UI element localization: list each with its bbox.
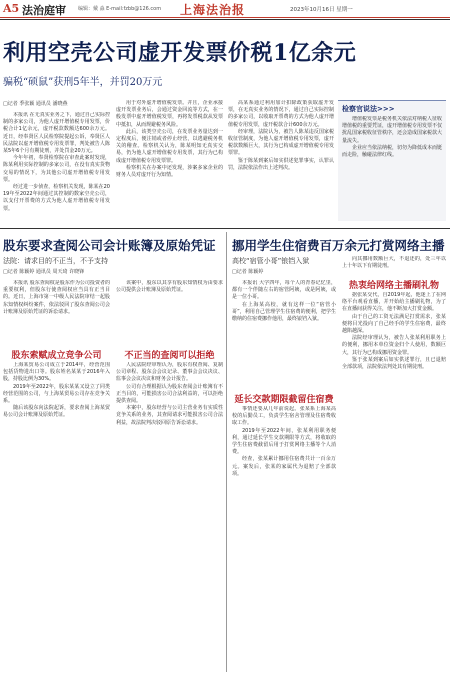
paragraph: 此后，该类空壳公司，在发票业务量达到一定程度后，便注销或者停止经营，以逃避税务机关的稽查。检察机关认为，陈某明知无真实交易，仍为他人虚开增值税专用发票，其行为已构成虚开增值税专用发票罪。	[116, 128, 223, 164]
right-section-left-body	[232, 406, 336, 672]
left-section1-title: 股东索赋成立竞争公司	[11, 351, 102, 361]
top-article-col3	[228, 100, 334, 224]
right-headline: 挪用学生住宿费百万余元打赏网络主播	[232, 238, 445, 253]
paragraph: 经审理，法院认为，被告人陈某违反国家税收征管制度，为他人虚开增值税专用发票，虚开税款数额巨大，其行为已构成虚开增值税专用发票罪。	[228, 128, 334, 157]
section-divider	[0, 228, 450, 229]
page-number: A5	[3, 2, 20, 15]
right-section-right-title: 热衷给网络主播刷礼物	[348, 281, 439, 291]
paragraph: 2019年至2022年间，张某利用职务便利，通过延长学生交款期限等方式，将收取的学生住宿费截留后用于打赏网络主播等个人消费。	[232, 427, 336, 456]
masthead-rule	[0, 17, 450, 18]
left-subheadline: 法院：请求目的不正当，不予支持	[3, 257, 108, 265]
top-byline: □记者 季张颖 通讯员 潘晓燕	[3, 101, 68, 107]
paragraph: 公司有合理根据认为股东查阅会计账簿有不正当目的，可能损害公司合法利益的，可以拒绝提供查阅。	[116, 383, 223, 405]
top-subheadline: 骗税“硕鼠”获刑5年半，并罚20万元	[3, 77, 163, 88]
right-col3-top	[342, 256, 446, 274]
top-headline: 利用空壳公司虚开发票价税1亿余元	[3, 40, 357, 66]
prosecutor-commentary-title: 检察官说法>>>	[342, 105, 395, 113]
paragraph: 向其挪用数额巨大，不退还的，处三年以上十年以下有期徒刑。	[342, 256, 446, 270]
left-section2-body	[116, 362, 223, 672]
left-byline: □记者 陈颖婷 通讯员 周天琦 许晓锋	[3, 269, 85, 275]
section-title: 法治庭审	[22, 4, 66, 17]
paragraph: 人民法院经审理认为，股东有权查阅、复制公司章程、股东会会议记录、董事会会议决议、监事会会议决议和财务会计报告。	[116, 362, 223, 383]
paragraph: 鉴于张某到案后如实供述罪行，且已退赔全部款项，法院依法判处其有期徒刑。	[342, 356, 446, 371]
paragraph: 经过进一步侦查，检察机关发现，陈某在2019年至2022年间通过其控制的数家空壳公司，以支付开票费的方式为他人虚开增值税专用发票。	[3, 184, 110, 212]
issue-date: 2023年10月16日 星期一	[290, 7, 353, 13]
paragraph: 本报讯 股东查阅权是股东作为公司投资者的重要权利，但股东行使查阅权应当具有正当目的。近日，上海市第一中级人民法院审结一起股东知情权纠纷案件，依法驳回了股东查阅公司会计账簿及原始凭证的诉讼请求。	[3, 280, 110, 315]
right-subheadline: 高校“宿管小哥”锒铛入狱	[232, 257, 310, 265]
masthead-rule-thin	[0, 19, 450, 20]
left-section2-title: 不正当的查阅可以拒绝	[124, 351, 215, 361]
paragraph: 高某系通过利用加计扣除政策获取虚开发票，在无真实业务的情况下，通过自己实际控制的多家公司，以收取开票费的方式为他人虚开增值税专用发票，虚开税款合计600余万元。	[228, 100, 334, 128]
paragraph: 事情还要从几年前说起。张某系上海某高校的后勤员工，负责学生宿舍管理及住宿费收取工作。	[232, 406, 336, 427]
paragraph: 法院经审理认为，被告人张某利用职务上的便利，挪用本单位资金归个人使用，数额巨大，其行为已构成挪用资金罪。	[342, 335, 446, 356]
left-section1-body	[3, 362, 110, 672]
paragraph: 鉴于陈某到案后如实供述犯罪事实，认罪认罚，法院依法作出上述判决。	[228, 157, 334, 171]
paragraph: 本案中，股东经营与公司主营业务有实质性竞争关系的业务，其查阅请求可能损害公司合法利益，故法院判决驳回原告诉讼请求。	[116, 405, 223, 426]
left-headline: 股东要求查阅公司会计账簿及原始凭证	[3, 238, 216, 253]
right-intro-col	[232, 280, 336, 342]
left-intro-col2	[116, 280, 223, 342]
right-section-left-title: 延长交款期限截留住宿费	[234, 395, 334, 405]
paragraph: 据张某交代，自2019年起，他迷上了在网络平台观看直播，并开始给主播刷礼物，为了在直播间获得关注，他不断加大打赏金额。	[342, 292, 446, 313]
paragraph: 该案中，股东以其享有股东知情权为由要求公司提供会计账簿及原始凭证。	[116, 280, 223, 294]
paragraph: 在上海某高校，就有这样一位“宿管小哥”，利用自己管理学生住宿费的便利，把学生缴纳的住宿费挪作他用，最终锒铛入狱。	[232, 301, 336, 323]
left-intro-col1	[3, 280, 110, 342]
prosecutor-commentary-text	[342, 116, 442, 216]
newspaper-logo: 上海法治报	[180, 3, 246, 17]
paragraph: 上海某贸易公司成立于2014年，经营范围包括货物进出口等。股东姓名某某于2016年入股，持股比例为30%。	[3, 362, 110, 383]
paragraph: 经查，张某累计挪用住宿费共计一百余万元。案发后，张某的家属代为退赔了全部款项。	[232, 456, 336, 477]
right-section-right-body	[342, 292, 446, 672]
top-article-col2	[116, 100, 223, 224]
paragraph: 由于自己的工资无法满足打赏需求，张某便将目光投向了自己经手的学生住宿费，最终越陷越深。	[342, 313, 446, 335]
paragraph: 本报讯 大学四年，每个人的青春记忆里，都有一个伴随左右的宿管阿姨，或是阿姨，或是一位小哥。	[232, 280, 336, 301]
paragraph: 今年年初，奉贤检察院在审查此案时发现，陈某利用实际控制的多家公司，在没有真实货物交易的情况下，为其他公司虚开增值税专用发票。	[3, 155, 110, 183]
right-byline: □记者 陈颖婷	[232, 269, 264, 275]
top-article-col1	[3, 112, 110, 224]
paragraph: 2019年至2022年，股东某某又设立了同类经营范围的公司，与上海某贸易公司存在竞争关系。	[3, 383, 110, 405]
masthead	[0, 0, 450, 16]
paragraph: 用于对外虚开增值税发票。并且，企业承接虚开发票业务后，会通过资金回流等方式，在一般发票中虚开增值税发票，再将发票税款从发票中抵扣，从而规避税务风险。	[116, 100, 223, 128]
paragraph: 随后该股东向法院起诉，要求查阅上海某贸易公司会计账簿及原始凭证。	[3, 405, 110, 419]
paragraph: 检察机关在办案中还发现，涉案多家企业的财务人员对虚开行为知情。	[116, 164, 223, 179]
paragraph: 企业应当依法纳税，切勿为降低成本而铤而走险，触碰法律红线。	[342, 144, 442, 159]
editor-meta: 编辑：戴 淼 E-mail:fzbb@126.com	[78, 6, 162, 12]
column-divider	[226, 232, 227, 672]
paragraph: 本报讯 在无真实业务之下，通过自己实际控制的多家公司，为他人虚开增值税专用发票，价税合计1亿余元，虚开税款数额达600余万元。近日，经奉贤区人民检察院提起公诉，奉贤区人民法院以虚开增值税专用发票罪，判处被告人陈某5年6个月有期徒刑，并处罚金20万元。	[3, 112, 110, 155]
paragraph: 增值税发票是税务机关依法对纳税人征收增值税的重要凭证，虚开增值税专用发票不仅扰乱国家税收征管秩序，还会造成国家税款大量流失。	[342, 116, 442, 144]
